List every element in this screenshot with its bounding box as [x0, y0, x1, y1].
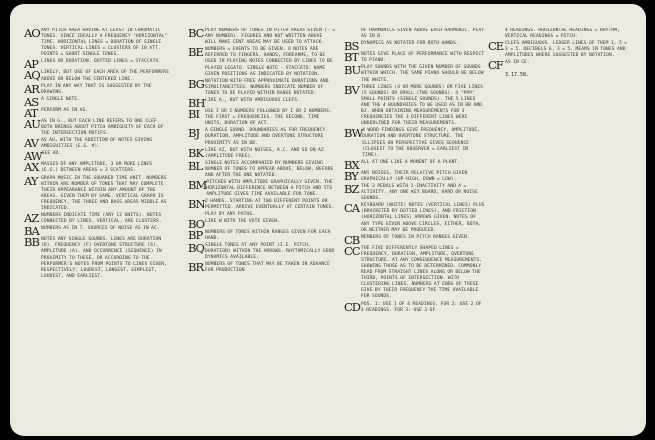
entry-description: AS IN CE.	[505, 60, 530, 66]
entry-description: MEMBERS OF TONES IN PITCH RANGES GIVEN.	[361, 234, 470, 240]
entry-code: BJ	[188, 126, 200, 141]
entry-description: A SINGLE NOTE.	[41, 96, 81, 102]
entry-code: CB	[344, 232, 360, 247]
notation-entry	[344, 52, 486, 64]
entry-description: PLAY NUMBERS OF TONES IN PITCH AREAS GIVEN (- = ANY NUMBER). FIGURES AND NOT WRITTEN ABOVE WILL MAKE CENT AREAS MAY BE USED TO ATTACK.	[205, 28, 336, 46]
notation-entry	[188, 227, 336, 242]
entry-description: USE I OR 2 NUMBERS FOLLOWED BY I OR 2 NUMBERS. THE FIRST = FREQUENCIES. THE SECOND, TIME UNITS, DURATION OF ACT.	[205, 109, 332, 127]
entry-code: BP	[188, 227, 203, 242]
notation-entry	[344, 82, 486, 128]
notation-entry	[24, 173, 170, 213]
entry-code: AW	[24, 149, 42, 164]
entry-code: AQ	[24, 68, 40, 83]
entry-code: BV	[344, 82, 359, 97]
notation-entry	[24, 138, 170, 150]
notation-entry	[344, 39, 486, 54]
notation-entry	[188, 180, 336, 198]
entry-code: BW	[344, 126, 363, 141]
notation-entry	[188, 47, 336, 77]
entry-description: CLEFS AMBIGUOUS. LEDGER LINES OF THEM 1, 5 = 3 = 5. DECIBELS 6, 3 = 5. MEANS IN TONES AND AMPLITUDES WHERE SUGGESTED BY NOTATION.	[505, 41, 628, 59]
notation-entry	[344, 203, 486, 233]
entry-description: GRAPH MUSIC IN THE SQUARED TIME UNIT. NUMBERS WITHIN ARE NUMBER OF TONES THAT MAY COMPLETE THEIR APPEARANCE WITHIN ANY AMOUNT OF THE AREAS. GIVEN THEM BY SAME. VERTICAL GRAPH IS FREQUENCY, THE THREE AND BASS AREAS MIDDLE AS INDICATED.	[41, 175, 167, 211]
entry-code: CD	[344, 299, 361, 314]
entry-description: AS AU, WITH THE ADDITION OF NOTES GIVING AMBIGUITIES (E.G. #).	[41, 138, 153, 150]
notation-entry	[344, 299, 486, 314]
entry-description: PITCHES WITH AMPLITUDE GRAPHICALLY GIVEN. THE HORIZONTAL DIFFERENCE BETWEEN A PITCH AND ITS AMPLITUDE GIVES TIME AVAILABLE FOR TONE.	[206, 180, 333, 198]
notation-entry	[24, 224, 170, 239]
entry-code: BR	[188, 260, 204, 275]
entry-code: BH	[188, 96, 205, 111]
notation-entry	[24, 149, 170, 164]
notation-entry	[188, 145, 336, 160]
entry-code: BN	[188, 197, 205, 212]
notation-entry	[188, 216, 336, 231]
notation-entry	[188, 76, 336, 97]
entry-code: AT	[24, 105, 38, 120]
entry-code: CF	[488, 58, 503, 73]
entry-code: AS	[24, 94, 39, 109]
notation-entry	[344, 28, 486, 40]
notation-entry	[24, 28, 170, 58]
entry-description: THREE LINES (4 OR MORE SOUNDS) OR FIVE LINES (5 SOUNDS) OR SMALL (TWO SOUNDS). 4 "PPP" SMALL POINTS (SINGLE SOUNDS). THE 5 LINES AND THE 4 BOUNDARIES TO BE USED AS IN BB AND BJ. WHEN OBTAINING MEASUREMENTS FOR 3 FREQUENCIES THE 3 DIFFERENT LINES WERE UNDERLINED FOR THEIR MEASUREMENTS.	[361, 84, 484, 127]
entry-description: LIKE W WITH THE VOTE GIVEN.	[205, 218, 280, 224]
notation-entry	[488, 28, 630, 40]
entry-description: AS IN G., BUT EACH LINE REFERS TO ONE CLEF. BOTH BRINGS ABOUT PITCH AMBIGUITY OF EACH OF THE INTERSECTION MOTIFS.	[41, 118, 164, 137]
entry-description: ALL AT ONE LIKE A MOMENT OF A PLANT.	[361, 159, 461, 165]
entry-description: PLAY IN ANY WAY THAT IS SUGGESTED BY THE DRAWING.	[41, 83, 152, 95]
entry-code: AP	[24, 57, 39, 72]
entry-code: BI	[188, 107, 199, 122]
entry-code: BK	[188, 145, 204, 160]
notation-entry	[344, 157, 486, 172]
entry-description: 4 WORD FINDINGS GIVE FREQUENCY, AMPLITUDE, DURATION AND OVERTONE STRUCTURE. THE ELLIPSES OR PERSPECTIVE GIVES SEQUENCE (CLOSEST TO THE OBSERVER = EARLIEST IN TIME).	[362, 128, 481, 158]
entry-description: OF HARMONICS GIVEN ABOVE EACH HARMONIC. PLAY AS IN B.	[361, 28, 485, 40]
entry-code: AO	[24, 28, 40, 40]
notation-entry	[344, 232, 486, 247]
entry-description: NOTES ANY SINGLE SOUNDS. LINES ARE DURATION (D). FREQUENCY (F) OVERTONE STRUCTURE (S), AMPLITUDE (A), AND OCCURRENCE (SEQUENCE) IN PROXIMITY TO THESE, OR ACCORDING TO THE PERFORMER'S NOTES FROM POINTS TO LINES GIVEN, RESPECTIVELY, LOUDEST, LONGEST, SIMPLEST, LOUDEST, AND EARLIEST.	[41, 237, 167, 279]
date-stamp: 3.17.58.	[505, 72, 530, 79]
entry-code: BQ	[188, 240, 204, 255]
entry-code: AY	[24, 173, 38, 188]
entry-description: LIKE A., BUT WITH AMBIGUOUS CLEFS.	[205, 98, 300, 104]
entry-code: AV	[24, 136, 39, 151]
entry-description: THE FIVE DIFFERENTLY SHAPED LINES = FREQUENCY, DURATION, AMPLITUDE, OVERTONE STRUCTURE. AT ANY CONSEQUENCE MEASUREMENTS, SHOWING THOSE AS TO BE DETERMINED. COMMONLY READ FROM STRAIGHT LINES ALONG OR BELOW THE THIRD, POINTS OF INTERSECTION. WITH CLUSTERING LINES, NUMBERS AT ENDS OF THESE GIVE BY THEIR FREQUENCY THE TIME AVAILABLE FOR SOUNDS.	[361, 245, 483, 300]
notation-entry	[344, 168, 486, 183]
notation-entry	[488, 58, 630, 73]
notation-entry	[188, 28, 336, 46]
score-sheet	[10, 4, 646, 436]
entry-code: AR	[24, 81, 39, 96]
entry-code: AX	[24, 160, 39, 175]
entry-code: BB	[24, 235, 39, 250]
entry-description: NUMBERS = EVENTS TO BE GIVEN. O NOTES ARE REFERRED TO FINGERS, HANDS, FOREARMS, TO BE USED IN PLAYING NOTES CONNECTED BY LINES TO BE PLAYED LEGATO. SINGLE NOTE - STACCATO. NAME GIVEN POSITIONS AS INDICATED BY NOTATION.	[205, 47, 333, 77]
notation-entry	[24, 57, 170, 72]
entry-code: BL	[188, 158, 203, 173]
entry-code: BA	[24, 224, 39, 239]
column-3	[344, 28, 486, 428]
entry-code: BY	[344, 168, 358, 183]
entry-description: NUMBERS AS IN T. SOURCES OF NOISE AS IN AC.	[41, 226, 160, 232]
entry-description: NOTES GIVE PLACE OF PERFORMANCE WITH RESPECT TO PIANO.	[361, 52, 485, 64]
entry-code: AZ	[24, 211, 39, 226]
entry-description: PLAY SOUNDS WITH THE GIVEN NUMBER OF SOUNDS WITHIN WHICH. THE SAME PIANO SHOULD BE BELOW THE WHITE.	[361, 65, 484, 83]
entry-code: BS	[344, 39, 359, 54]
entry-description: LIKELY, BUT USE OF EACH AREA OF THE PERFORMERS ABOVE OR BELOW THE CENTERED LINE.	[41, 70, 169, 82]
entry-description: 2 HANDS. STARTING AT TWO DIFFERENT POINTS OR PERMITTED. ARRIVE EVENTUALLY AT CERTAIN TONES. PLAY BY ANY PATHS.	[205, 199, 335, 217]
notation-entry	[24, 70, 170, 82]
notation-entry	[24, 105, 170, 120]
entry-description: NUMBERS INDICATE TIME (ANY 12 UNITS). NOTES CONNECTED BY LINES, VERTICAL, ARE CLUSTERS.	[41, 213, 162, 225]
entry-description: ANY PITCH AREA HAVING AT LEAST 10 CHROMATIC TONES. SINCE IDEALLY A FREQUENCY "HORIZONTAL" TIME. HORIZONTAL LINES = DURATION OF SINGLE TONES. VERTICAL LINES = CLUSTERS OF 10 ATT. POINTS = SHORT SINGLE TONES.	[41, 28, 168, 58]
entry-code: BX	[344, 157, 359, 172]
entry-description: NUMBERS OF TONES WITHIN RANGES GIVEN FOR EACH HAND.	[205, 229, 331, 241]
notation-entry	[24, 81, 170, 96]
entry-description: POS. 1: USE 1 OF 4 READINGS. FOR 2: USE 2 OF 4 READINGS. FOR 3: USE 3 OF	[361, 301, 482, 313]
entry-description: THE 3 PEDALS WITH 1-INACTIVITY AND A = ACTIVITY. ANY ONE KEY BOARD, HARD OR NOISE SOUNDS.	[361, 183, 478, 202]
notation-entry	[344, 243, 486, 301]
entry-code: BG	[188, 76, 204, 91]
notation-entry	[188, 199, 336, 217]
entry-description: DYNAMICS AS NOTATED FOR BOTH HANDS.	[361, 41, 459, 47]
notation-entry	[188, 96, 336, 111]
notation-entry	[24, 94, 170, 109]
notation-entry	[188, 262, 336, 274]
entry-description: KEYBOARD (WHITE) NOTES (VERTICAL LINES) PLUS (BRACKETED BY DOTTED LINES), AND FRICTION (HORIZONTAL LINES) ARROWS GIVEN. NOTES OF ANY TYPE GIVEN ABOVE CIRCLES, EITHER, BOTH, OR NEITHER MAY BE PRODUCED.	[361, 203, 485, 233]
notation-entry	[344, 128, 486, 158]
entry-code: AU	[24, 116, 40, 131]
entry-description: NOTATION WITH FREE APPROXIMATE DURATIONS AND SIMULTANEITIES. NUMBERS INDICATE NUMBER OF TONES TO BE PLAYED WITHIN RANGE NOTATED.	[205, 78, 329, 96]
column-1	[24, 28, 170, 428]
entry-code: CA	[344, 201, 360, 216]
entry-description: SINGLE NOTES ACCOMPANIED BY NUMBERS GIVING NUMBER OF TONES TO APPEAR ABOVE, BELOW, BEFORE AND AFTER THE ONE NOTATED.	[205, 160, 334, 178]
entry-description: SINGLE TONES AT ANY POINT (I.E. PITCH, DURATION) WITHIN THE ARROWS. RHYTHMICALLY GOOD DYNAMICS AVAILABLE.	[205, 242, 335, 260]
notation-entry	[344, 181, 486, 202]
entry-code: BT	[344, 50, 359, 65]
entry-description: NUMBERS OF TONES THAT MAY BE TAKEN IN ADVANCE FOR PRODUCTION	[205, 262, 330, 274]
entry-description: LIKE AZ, BUT WITH NOISES, A.C. AND SO ON AZ (AMPLITUDE FREE).	[205, 147, 324, 159]
notation-entry	[24, 116, 170, 137]
entry-code: BO	[188, 216, 205, 231]
notation-entry	[488, 41, 630, 59]
notation-entry	[188, 158, 336, 179]
notation-entry	[24, 237, 170, 280]
entry-code: BM	[188, 178, 207, 193]
entry-code: CC	[344, 243, 360, 258]
entry-description: 4 READINGS. HORIZONTAL READINGS = RHYTHM, VERTICAL READINGS = PITCH.	[505, 28, 620, 40]
notation-entry	[24, 213, 170, 225]
entry-code: BC	[188, 28, 204, 40]
entry-description: ANY NOISES, THEIR RELATIVE PITCH GIVEN GRAPHICALLY (UP-HIGH, DOWN = LOW).	[361, 170, 468, 182]
notation-entry	[188, 128, 336, 146]
entry-code: BZ	[344, 181, 359, 196]
column-4	[488, 28, 630, 428]
notation-entry	[344, 65, 486, 83]
notation-entry	[188, 240, 336, 261]
entry-description: A SINGLE SOUND. BOUNDARIES AS FOR FREQUENCY, DURATION, AMPLITUDE AND OVERTONE STRUCTURE PROXIMITY AS IN BB.	[205, 128, 329, 146]
entry-code: BU	[344, 63, 361, 78]
entry-description: SEE AD.	[41, 151, 62, 157]
entry-description: MASSES OF ANY AMPLITUDE, 3 OR MORE LINES (E.G.) BETWEEN AREAS = 3 SCATTERS.	[41, 162, 153, 174]
notation-entry	[24, 162, 170, 174]
entry-code: CE	[488, 39, 504, 54]
entry-code: BE	[188, 45, 203, 60]
entry-description: LINES OR DURATION. DOTTED LINES = STACCATO.	[41, 59, 162, 65]
column-2	[188, 28, 336, 428]
entry-description: PERFORM AS IN AS.	[41, 107, 89, 113]
notation-entry	[188, 109, 336, 127]
